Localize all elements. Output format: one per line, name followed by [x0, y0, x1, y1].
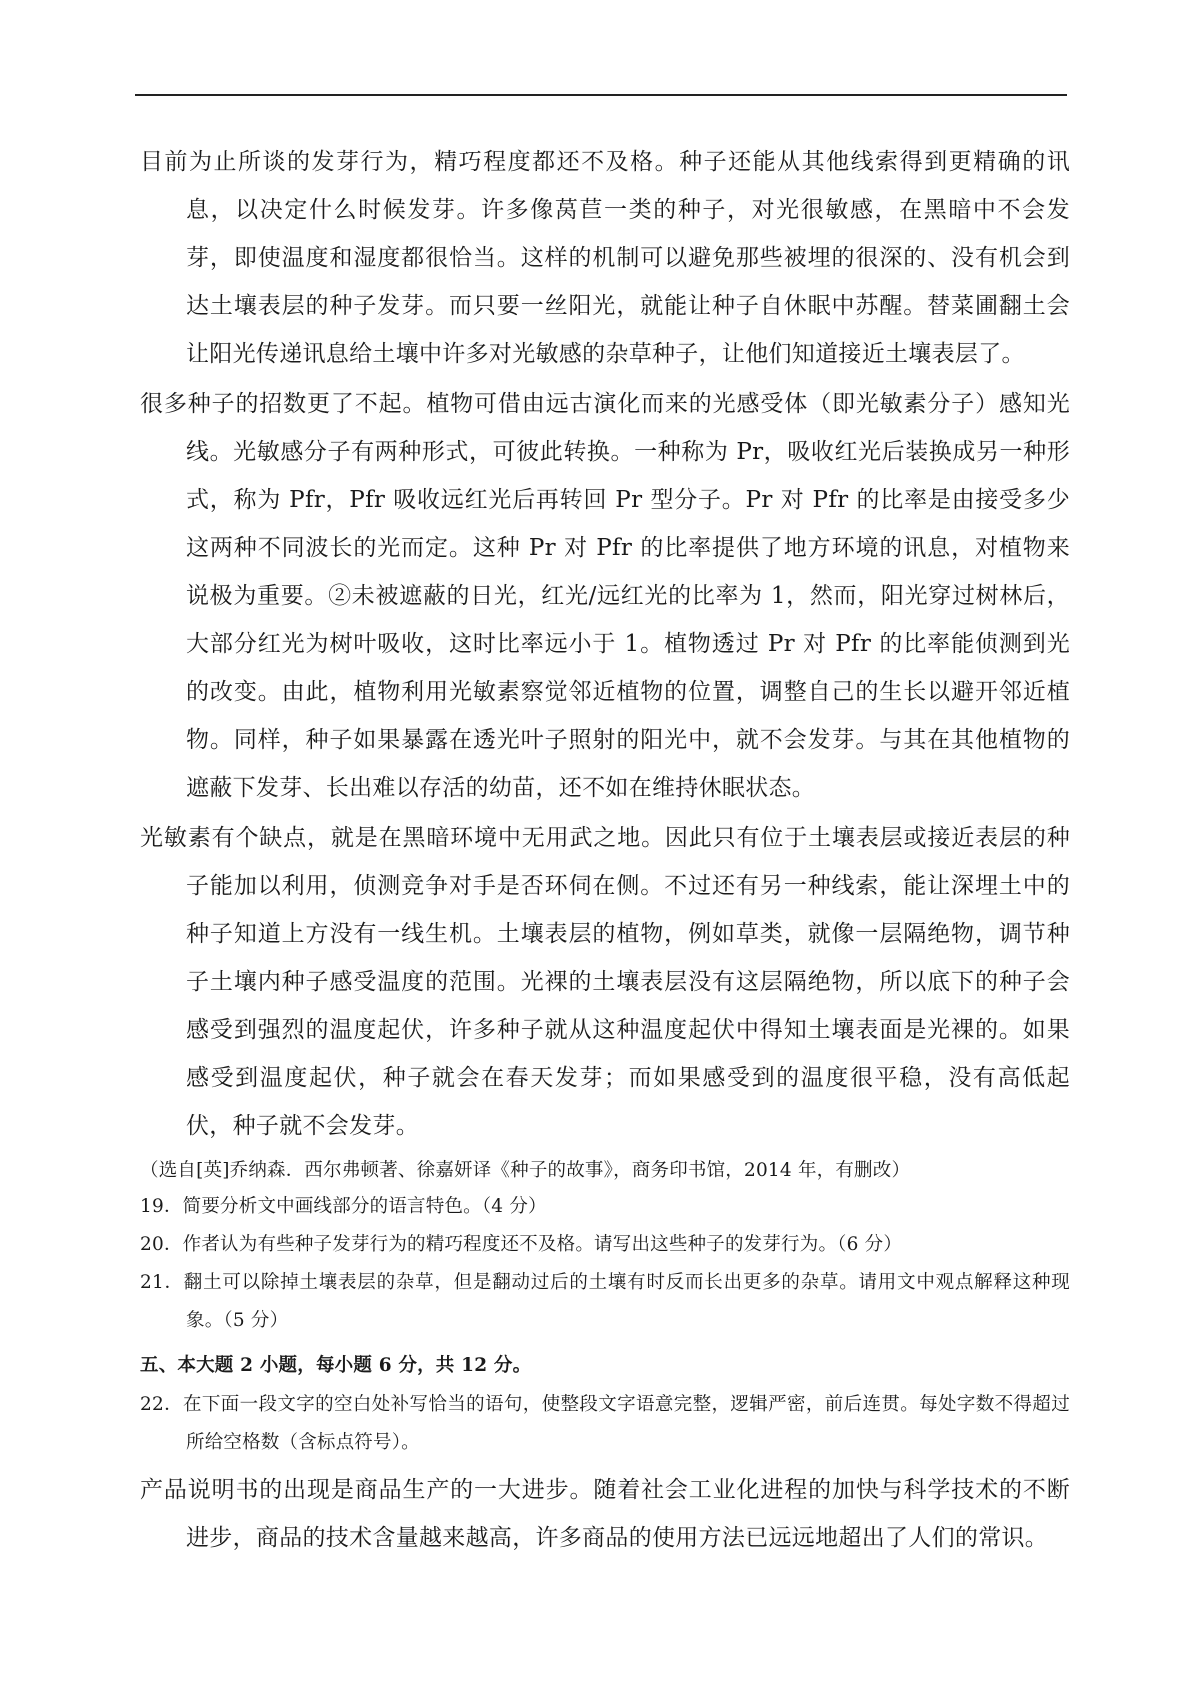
source-citation: （选自[英]乔纳森．西尔弗顿著、徐嘉妍译《种子的故事》，商务印书馆，2014 年，有删改） — [140, 1160, 911, 1181]
header-rule — [135, 94, 1067, 96]
passage-paragraph-product-manual: 产品说明书的出现是商品生产的一大进步。随着社会工业化进程的加快与科学技术的不断进步，商品的技术含量越来越高，许多商品的使用方法已远远地超出了人们的常识。 — [140, 1477, 1070, 1551]
passage-paragraph-3: 光敏素有个缺点，就是在黑暗环境中无用武之地。因此只有位于土壤表层或接近表层的种子能加以利用，侦测竞争对手是否环伺在侧。不过还有另一种线索，能让深埋土中的种子知道上方没有一线生机。土壤表层的植物，例如草类，就像一层隔绝物，调节种子土壤内种子感受温度的范围。光裸的土壤表层没有这层隔绝物，所以底下的种子会感受到强烈的温度起伏，许多种子就从这种温度起伏中得知土壤表面是光裸的。如果感受到温度起伏，种子就会在春天发芽；而如果感受到的温度很平稳，没有高低起伏，种子就不会发芽。 — [140, 825, 1070, 1139]
question-22: 22．在下面一段文字的空白处补写恰当的语句，使整段文字语意完整，逻辑严密，前后连贯。每处字数不得超过所给空格数（含标点符号）。 — [140, 1394, 1070, 1453]
question-20: 20．作者认为有些种子发芽行为的精巧程度还不及格。请写出这些种子的发芽行为。（6 分） — [140, 1234, 903, 1255]
question-19: 19．简要分析文中画线部分的语言特色。（4 分） — [140, 1196, 547, 1217]
passage-paragraph-1: 目前为止所谈的发芽行为，精巧程度都还不及格。种子还能从其他线索得到更精确的讯息，以决定什么时候发芽。许多像莴苣一类的种子，对光很敏感，在黑暗中不会发芽，即使温度和湿度都很恰当。这样的机制可以避免那些被埋的很深的、没有机会到达土壤表层的种子发芽。而只要一丝阳光，就能让种子自休眠中苏醒。替菜圃翻土会让阳光传递讯息给土壤中许多对光敏感的杂草种子，让他们知道接近土壤表层了。 — [140, 149, 1070, 367]
passage-paragraph-2: 很多种子的招数更了不起。植物可借由远古演化而来的光感受体（即光敏素分子）感知光线。光敏感分子有两种形式，可彼此转换。一种称为 Pr，吸收红光后装换成另一种形式，称为 Pfr，Pfr 吸收远红光后再转回 Pr 型分子。Pr 对 Pfr 的比率是由接受多少这两种不同波长的光而定。这种 Pr 对 Pfr 的比率提供了地方环境的讯息，对植物来说极为重要。②未被遮蔽的日光，红光/远红光的比率为 1，然而，阳光穿过树林后，大部分红光为树叶吸收，这时比率远小于 1。植物透过 Pr 对 Pfr 的比率能侦测到光的改变。由此，植物利用光敏素察觉邻近植物的位置，调整自己的生长以避开邻近植物。同样，种子如果暴露在透光叶子照射的阳光中，就不会发芽。与其在其他植物的遮蔽下发芽、长出难以存活的幼苗，还不如在维持休眠状态。 — [140, 391, 1070, 801]
question-21: 21．翻土可以除掉土壤表层的杂草，但是翻动过后的土壤有时反而长出更多的杂草。请用文中观点解释这种现象。（5 分） — [140, 1272, 1070, 1331]
document-body — [140, 138, 1070, 1562]
section-five-heading: 五、本大题 2 小题，每小题 6 分，共 12 分。 — [140, 1355, 532, 1376]
